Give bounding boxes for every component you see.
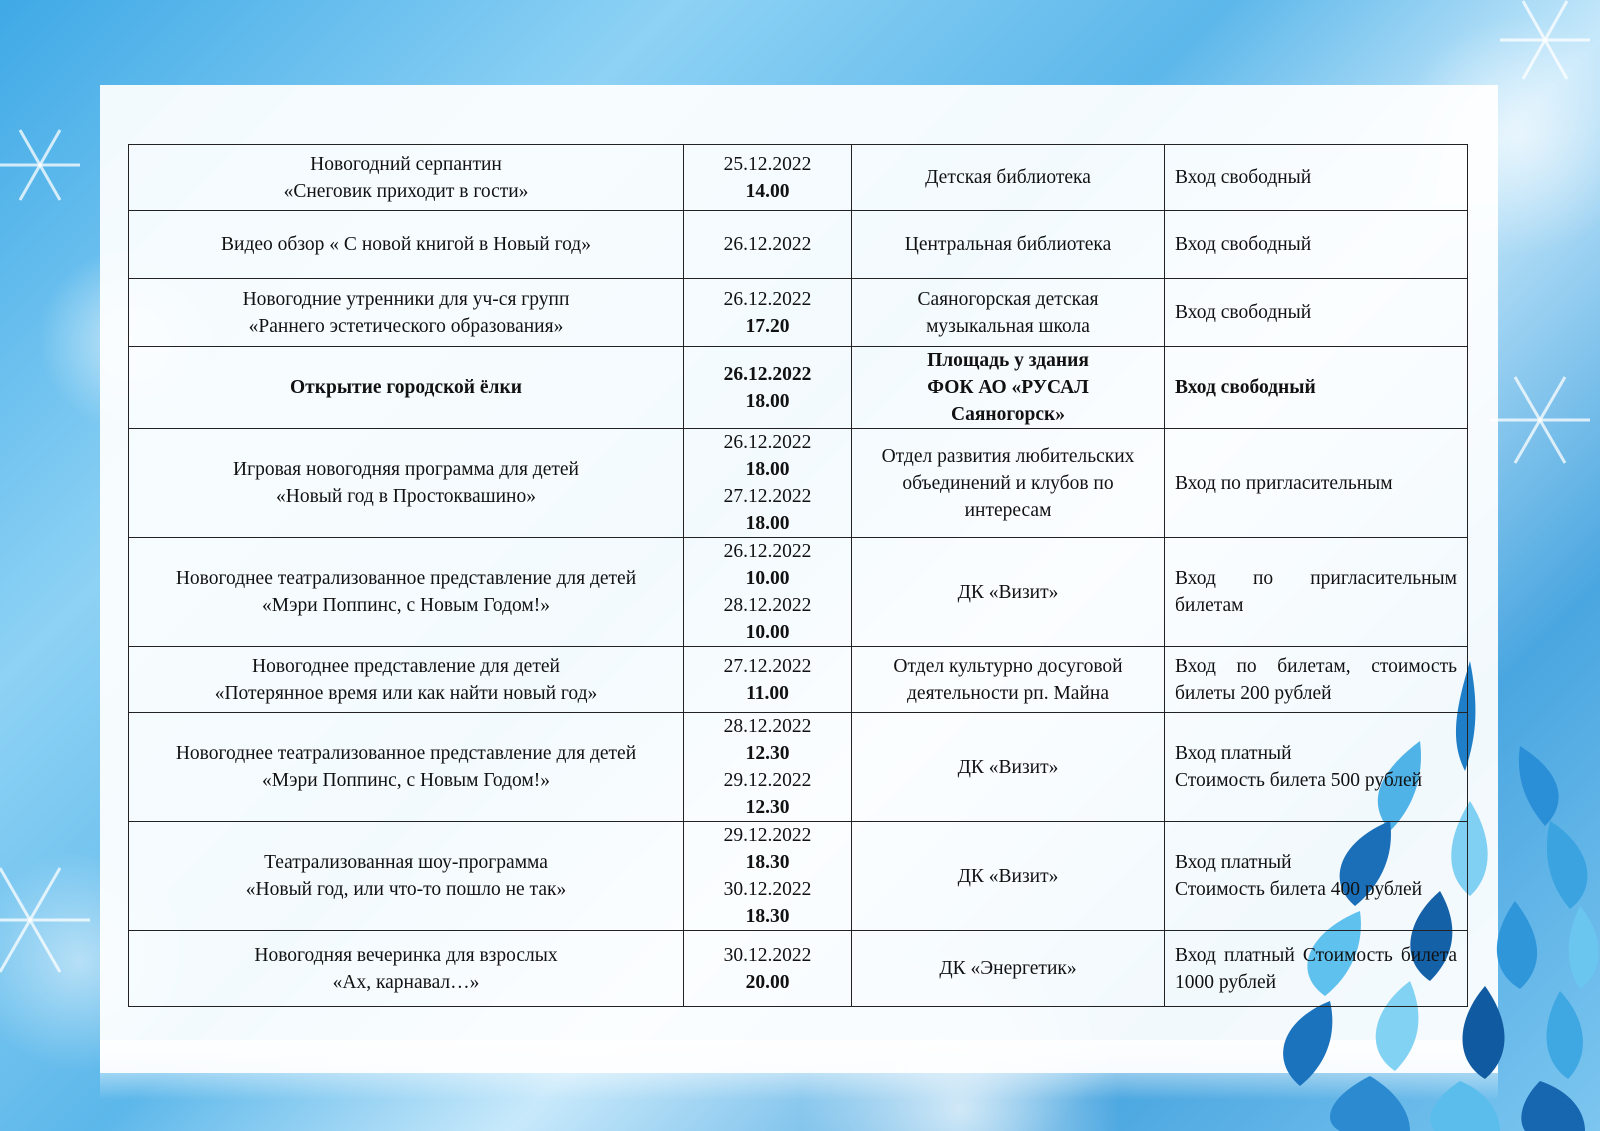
event-title-cell [129, 211, 684, 279]
event-time: 10.00 [745, 622, 790, 643]
event-time: 14.00 [745, 180, 790, 202]
event-entry-cell [1165, 279, 1468, 347]
event-place-line: ДК «Визит» [957, 756, 1059, 778]
table-row [129, 279, 1468, 347]
events-table [128, 144, 1468, 1007]
event-title-line: «Раннего эстетического образования» [248, 315, 564, 337]
event-place-line: Отдел культурно досуговой [893, 655, 1123, 677]
event-place-line: Центральная библиотека [904, 234, 1112, 255]
event-place-line: Детская библиотека [925, 167, 1091, 188]
table-row [129, 713, 1468, 822]
event-entry-cell [1165, 647, 1468, 713]
event-title-cell [129, 647, 684, 713]
event-time: 10.00 [745, 568, 790, 589]
event-place-cell [852, 931, 1165, 1007]
event-entry-line: Стоимость билета 500 рублей [1175, 770, 1423, 791]
event-date: 26.12.2022 [723, 541, 812, 562]
snowflake-icon [1490, 377, 1590, 463]
event-place-cell [852, 145, 1165, 211]
event-place-line: ДК «Энергетик» [939, 958, 1077, 979]
event-date: 26.12.2022 [723, 432, 812, 453]
event-entry-cell [1165, 538, 1468, 647]
event-date: 30.12.2022 [723, 879, 812, 900]
event-entry-cell [1165, 429, 1468, 538]
event-title-line: «Новый год, или что-то пошло не так» [245, 879, 567, 900]
event-date: 28.12.2022 [723, 595, 812, 616]
event-place-line: музыкальная школа [926, 315, 1090, 337]
event-time: 18.30 [745, 852, 790, 873]
table-row [129, 538, 1468, 647]
event-time: 18.30 [745, 906, 790, 927]
table-row [129, 145, 1468, 211]
event-entry-line: Вход по пригласительным [1175, 472, 1393, 494]
event-place-line: Саяногорск» [951, 404, 1065, 425]
event-title-line: Открытие городской ёлки [290, 377, 522, 398]
event-title-cell [129, 713, 684, 822]
table-row [129, 822, 1468, 931]
event-entry-line: Вход платный [1175, 852, 1292, 873]
event-place-line: деятельности рп. Майна [907, 682, 1109, 704]
event-title-cell [129, 347, 684, 429]
event-place-cell [852, 429, 1165, 538]
event-title-line: «Новый год в Простоквашино» [276, 486, 536, 507]
event-place-cell [852, 279, 1165, 347]
event-entry-text: Вход по билетам, стоимость билеты 200 рублей [1175, 655, 1457, 704]
event-date: 27.12.2022 [723, 486, 812, 507]
event-time: 17.20 [745, 315, 790, 337]
table-row [129, 429, 1468, 538]
event-entry-cell [1165, 211, 1468, 279]
event-place-line: ДК «Визит» [957, 581, 1059, 603]
event-date: 26.12.2022 [723, 234, 812, 255]
event-entry-text: Вход по пригласительным билетам [1175, 568, 1457, 616]
event-date: 25.12.2022 [723, 153, 812, 175]
event-date-cell [684, 279, 852, 347]
event-place-line: Площадь у здания [927, 350, 1089, 371]
event-title-line: «Потерянное время или как найти новый год» [214, 682, 598, 704]
event-title-cell [129, 145, 684, 211]
event-title-cell [129, 538, 684, 647]
event-entry-cell [1165, 822, 1468, 931]
event-place-cell [852, 822, 1165, 931]
event-date-cell [684, 647, 852, 713]
event-entry-line: Вход свободный [1175, 167, 1312, 188]
event-date: 29.12.2022 [723, 770, 812, 791]
event-title-line: «Мэри Поппинс, с Новым Годом!» [261, 595, 550, 616]
event-time: 18.00 [745, 390, 790, 412]
event-date: 28.12.2022 [723, 716, 812, 737]
event-time: 11.00 [746, 682, 789, 704]
event-title-line: «Ах, карнавал…» [332, 971, 480, 993]
event-entry-cell [1165, 145, 1468, 211]
event-place-cell [852, 347, 1165, 429]
event-time: 18.00 [745, 459, 790, 480]
event-place-line: интересам [964, 499, 1052, 521]
event-time: 12.30 [745, 797, 790, 818]
event-entry-cell [1165, 931, 1468, 1007]
event-place-line: объединений и клубов по [902, 472, 1114, 494]
event-time: 20.00 [745, 971, 790, 993]
event-time: 12.30 [745, 743, 790, 764]
event-entry-cell [1165, 713, 1468, 822]
event-place-line: ФОК АО «РУСАЛ [927, 377, 1089, 398]
event-title-cell [129, 279, 684, 347]
event-title-line: Новогоднее театрализованное представление для детей [175, 743, 637, 764]
table-row [129, 931, 1468, 1007]
event-title-line: «Мэри Поппинс, с Новым Годом!» [261, 770, 550, 791]
event-date-cell [684, 538, 852, 647]
event-date-cell [684, 347, 852, 429]
event-title-line: Театрализованная шоу-программа [264, 852, 548, 873]
event-title-line: Игровая новогодняя программа для детей [232, 459, 579, 480]
event-entry-line: Вход свободный [1175, 234, 1312, 255]
event-title-cell [129, 429, 684, 538]
event-entry-line: Стоимость билета 400 рублей [1175, 879, 1423, 900]
event-date-cell [684, 713, 852, 822]
event-place-cell [852, 647, 1165, 713]
snowflake-icon [0, 868, 90, 972]
event-title-line: «Снеговик приходит в гости» [283, 180, 529, 202]
snowflake-icon [1500, 1, 1590, 79]
event-date-cell [684, 931, 852, 1007]
event-title-line: Новогоднее театрализованное представление для детей [175, 568, 637, 589]
event-entry-line: Вход свободный [1175, 377, 1316, 398]
event-date: 26.12.2022 [723, 363, 812, 385]
event-date-cell [684, 429, 852, 538]
event-date: 27.12.2022 [723, 655, 812, 677]
event-title-line: Видео обзор « С новой книгой в Новый год» [221, 234, 591, 255]
event-title-cell [129, 822, 684, 931]
event-place-cell [852, 211, 1165, 279]
event-entry-line: Вход свободный [1175, 302, 1312, 323]
event-title-cell [129, 931, 684, 1007]
event-title-line: Новогодняя вечеринка для взрослых [254, 944, 558, 966]
event-date-cell [684, 822, 852, 931]
event-entry-cell [1165, 347, 1468, 429]
event-place-cell [852, 538, 1165, 647]
event-place-line: Саяногорская детская [917, 288, 1099, 310]
event-place-cell [852, 713, 1165, 822]
event-date: 26.12.2022 [723, 288, 812, 310]
event-date-cell [684, 211, 852, 279]
snowflake-icon [0, 130, 80, 200]
event-date-cell [684, 145, 852, 211]
event-title-line: Новогодний серпантин [310, 153, 502, 175]
event-title-line: Новогоднее представление для детей [252, 655, 560, 677]
event-entry-line: Вход платный [1175, 743, 1292, 764]
table-row [129, 211, 1468, 279]
event-place-line: Отдел развития любительских [881, 445, 1135, 467]
event-date: 30.12.2022 [723, 944, 812, 966]
event-time: 18.00 [745, 513, 790, 534]
table-row [129, 647, 1468, 713]
event-title-line: Новогодние утренники для уч-ся групп [242, 288, 570, 310]
event-date: 29.12.2022 [723, 825, 812, 846]
event-entry-text: Вход платный Стоимость билета 1000 рублей [1175, 944, 1457, 993]
event-place-line: ДК «Визит» [957, 865, 1059, 887]
table-row [129, 347, 1468, 429]
